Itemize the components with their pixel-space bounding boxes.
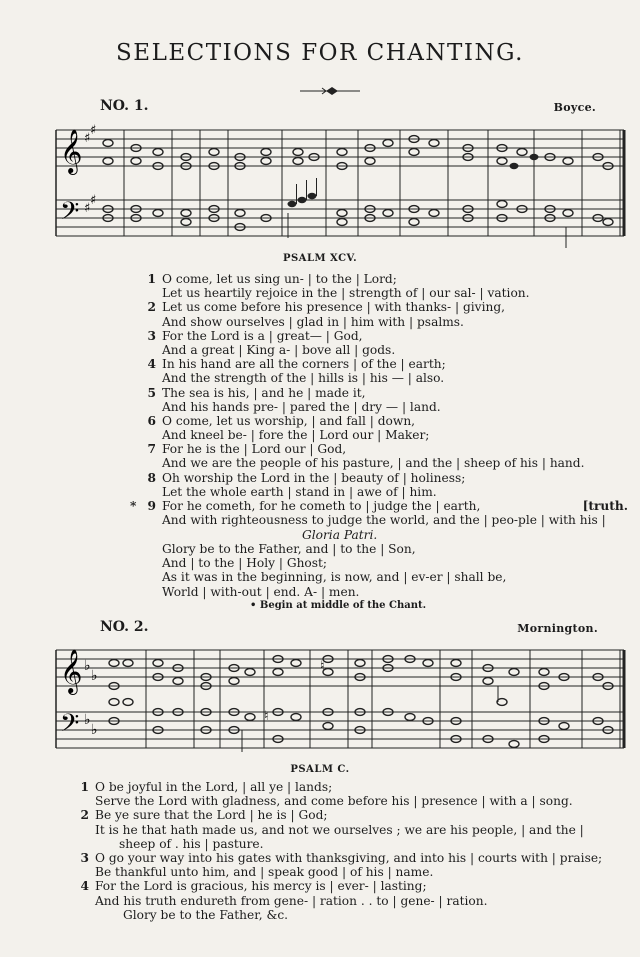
svg-text:♯: ♯ (90, 193, 97, 208)
verse-line: 1 O be joyful in the Lord, | all ye | lands; (80, 780, 333, 794)
chant-2-verses (75, 780, 628, 922)
verse-line: And with righteousness to judge the world, and the | peo-ple | with his | (162, 513, 606, 528)
svg-text:♯: ♯ (84, 131, 91, 146)
svg-text:♭: ♭ (84, 712, 91, 728)
verse-line: 3 O go your way into his gates with thanksgiving, and into his | courts with | praise; (80, 850, 603, 865)
treble-clef-icon: 𝄞 (60, 129, 83, 173)
chant-1-composer: Boyce. (553, 101, 596, 114)
verse-line: 4 In his hand are all the corners | of the | earth; (147, 357, 446, 372)
verse-line: Let the whole earth | stand in | awe of | him. (162, 484, 437, 499)
verse-line: And show ourselves | glad in | him with | psalms. (162, 314, 464, 329)
treble-staff (56, 650, 624, 686)
verse-line: Serve the Lord with gladness, and come before his | presence | with a | song. (95, 794, 573, 809)
gloria-text (162, 542, 622, 599)
bass-clef-icon: 𝄢 (60, 709, 80, 744)
svg-text:♭: ♭ (91, 722, 98, 738)
verse-line: And a great | King a- | bove all | gods. (162, 342, 396, 357)
verse-line: And his hands pre- | pared the | dry — | land. (162, 399, 441, 414)
bass-clef-icon: 𝄢 (60, 197, 80, 232)
svg-text:♭: ♭ (91, 668, 98, 684)
chant-2-composer: Mornington. (517, 622, 598, 635)
verse-line: Glory be to the Father, &c. (123, 907, 289, 922)
verse-line: And his truth endureth from gene- | ration . . to | gene- | ration. (95, 893, 488, 908)
verse-line: 6 O come, let us worship, | and fall | down, (147, 413, 416, 428)
svg-text:♮: ♮ (264, 709, 269, 724)
chant-1-score (52, 120, 628, 250)
gloria-line: Glory be to the Father, and | to the | Son, (162, 542, 416, 556)
svg-text:♮: ♮ (320, 659, 325, 674)
gloria-line: World | with-out | end. A- | men. (162, 584, 360, 599)
svg-text:♯: ♯ (90, 123, 97, 138)
verse-line: * 9 For he cometh, for he cometh to | judge the | earth, [truth. (130, 499, 628, 513)
chant-1-psalm: PSALM XCV. (282, 253, 358, 264)
chant-1-number: NO. 1. (100, 98, 149, 114)
verse-star: * (130, 499, 137, 513)
svg-text:♯: ♯ (84, 201, 91, 216)
chant-2-score (52, 640, 628, 762)
svg-text:♭: ♭ (84, 658, 91, 674)
chant-2-number: NO. 2. (100, 619, 149, 635)
verse-line: And the strength of the | hills is | his — | also. (162, 371, 445, 386)
verse-line: 5 The sea is his, | and he | made it, (147, 385, 366, 400)
treble-clef-icon: 𝄞 (60, 649, 83, 693)
verse-line: And kneel be- | fore the | Lord our | Maker; (162, 428, 430, 443)
verse-line: 8 Oh worship the Lord in the | beauty of | holiness; (147, 470, 466, 485)
verse-line: Be thankful unto him, and | speak good | of his | name. (95, 865, 434, 880)
verse-line: 7 For he is the | Lord our | God, (147, 442, 347, 457)
verse-line: 1 O come, let us sing un- | to the | Lord; (147, 272, 397, 286)
gloria-line: As it was in the beginning, is now, and | ev-er | shall be, (162, 570, 507, 585)
verse-line: It is he that hath made us, and not we ourselves ; we are his people, | and the | (95, 822, 584, 837)
chant-2-psalm: PSALM C. (290, 764, 350, 775)
gloria-heading: Gloria Patri. (302, 528, 378, 542)
verse-line: 3 For the Lord is a | great— | God, (147, 328, 363, 343)
bass-staff (56, 712, 624, 748)
verse-line: 2 Be ye sure that the Lord | he is | God; (80, 808, 328, 823)
gloria-line: And | to the | Holy | Ghost; (162, 556, 328, 571)
chant-1-verses (130, 272, 628, 528)
verse-line: 4 For the Lord is gracious, his mercy is | ever- | lasting; (80, 879, 427, 894)
verse-line: Let us heartily rejoice in the | strength of | our sal- | vation. (162, 286, 530, 301)
verse-line: 2 Let us come before his presence | with thanks- | giving, (147, 300, 505, 315)
verse-line: sheep of . his | pasture. (119, 836, 264, 851)
page-title: SELECTIONS FOR CHANTING. (116, 40, 524, 66)
ornament-divider (300, 85, 360, 97)
verse-line: And we are the people of his pasture, | and the | sheep of his | hand. (162, 456, 585, 471)
footnote: • Begin at middle of the Chant. (250, 600, 427, 611)
